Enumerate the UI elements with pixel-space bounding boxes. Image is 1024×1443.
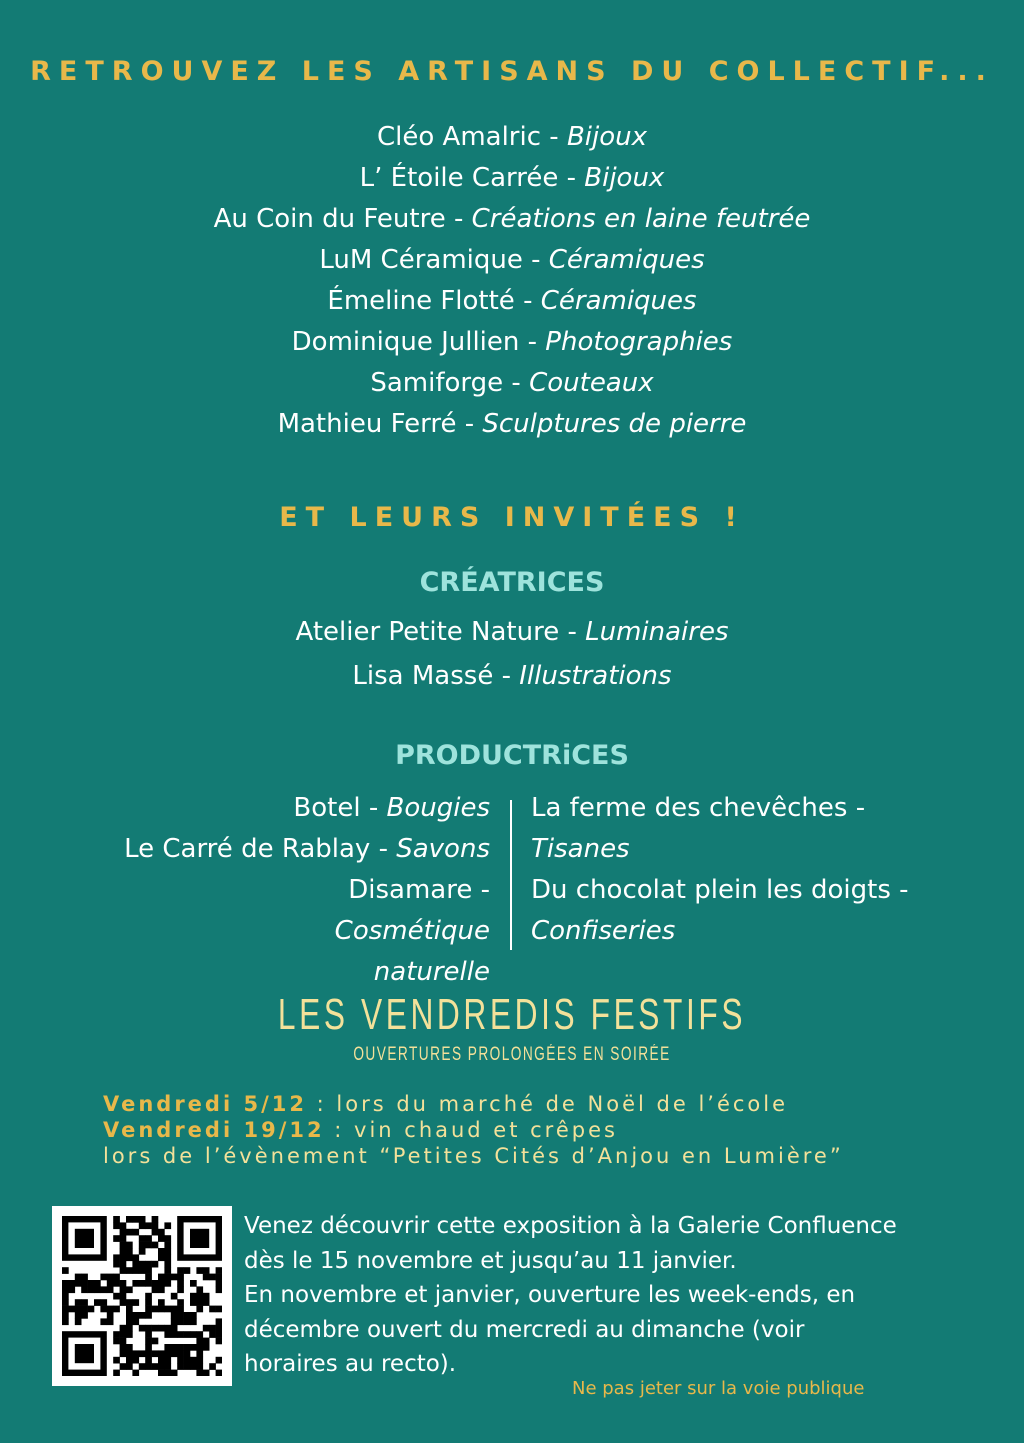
list-item: L’ Étoile Carrée - Bijoux — [359, 163, 665, 193]
column-divider — [510, 800, 512, 950]
productrices-right-column — [531, 788, 991, 952]
item-name: Samiforge — [370, 368, 504, 398]
item-name: Lisa Massé — [352, 661, 494, 691]
item-craft: Céramiques — [548, 245, 705, 275]
page-title: RETROUVEZ LES ARTISANS DU COLLECTIF... — [30, 56, 994, 87]
event-extra: lors de l’évènement “Petites Cités d’Anjou en Lumière” — [103, 1144, 844, 1168]
item-craft: Photographies — [545, 327, 733, 357]
list-item: Atelier Petite Nature - Luminaires — [295, 617, 729, 647]
list-item: Mathieu Ferré - Sculptures de pierre — [277, 409, 747, 439]
item-craft: Couteaux — [529, 368, 654, 398]
event-line: Vendredi 19/12 : vin chaud et crêpes — [103, 1118, 618, 1142]
guests-title: ET LEURS INVITÉES ! — [279, 502, 745, 533]
item-craft: Bijoux — [566, 122, 647, 152]
item-name: Atelier Petite Nature — [295, 617, 560, 647]
item-name: Au Coin du Feutre — [213, 204, 446, 234]
list-item: La ferme des chevêches - Tisanes — [531, 793, 866, 864]
item-craft: Céramiques — [540, 286, 697, 316]
item-craft: Illustrations — [519, 661, 672, 691]
festifs-events — [103, 1091, 844, 1169]
artisans-list — [0, 117, 1024, 445]
qr-code[interactable] — [52, 1206, 232, 1386]
list-item: Cléo Amalric - Bijoux — [376, 122, 647, 152]
item-craft: Luminaires — [585, 617, 729, 647]
list-item: Du chocolat plein les doigts - Confiseries — [531, 875, 909, 946]
info-line: En novembre et janvier, ouverture les week-ends, en — [244, 1282, 856, 1308]
event-line: Vendredi 5/12 : lors du marché de Noël de l’école — [103, 1092, 789, 1116]
item-name: Cléo Amalric — [376, 122, 542, 152]
item-craft: Sculptures de pierre — [482, 409, 747, 439]
info-line: Venez découvrir cette exposition à la Galerie Confluence — [244, 1213, 897, 1239]
footer-note: Ne pas jeter sur la voie publique — [572, 1378, 865, 1399]
list-item: Au Coin du Feutre - Créations en laine feutrée — [213, 204, 811, 234]
productrices-title: PRODUCTRiCES — [395, 740, 629, 771]
info-line: dès le 15 novembre et jusqu’au 11 janvier. — [244, 1247, 737, 1274]
festifs-header — [0, 990, 1024, 1066]
info-text — [244, 1209, 984, 1382]
item-name: L’ Étoile Carrée — [359, 163, 559, 193]
creatrices-list — [0, 610, 1024, 698]
festifs-title: LES VENDREDIS FESTIFS — [277, 990, 747, 1039]
info-line: horaires au recto). — [244, 1351, 457, 1377]
list-item: Disamare - Cosmétique naturelle — [334, 875, 490, 987]
list-item: LuM Céramique - Céramiques — [319, 245, 705, 275]
item-name: Dominique Jullien — [291, 327, 520, 357]
info-line: décembre ouvert du mercredi au dimanche (voir — [244, 1316, 805, 1343]
list-item: Dominique Jullien - Photographies — [291, 327, 733, 357]
item-craft: Bijoux — [584, 163, 665, 193]
list-item: Émeline Flotté - Céramiques — [327, 286, 697, 316]
item-craft: Créations en laine feutrée — [471, 204, 811, 234]
creatrices-title: CRÉATRICES — [419, 567, 605, 598]
list-item: Botel - Bougies — [293, 793, 490, 823]
item-name: Émeline Flotté — [327, 286, 515, 316]
festifs-subtitle: OUVERTURES PROLONGÉES EN SOIRÉE — [353, 1044, 671, 1065]
item-name: LuM Céramique — [319, 245, 523, 275]
item-name: Mathieu Ferré — [277, 409, 457, 439]
list-item: Samiforge - Couteaux — [370, 368, 654, 398]
productrices-left-column — [10, 788, 490, 993]
qr-code-icon — [62, 1216, 222, 1376]
list-item: Lisa Massé - Illustrations — [352, 661, 672, 691]
list-item: Le Carré de Rablay - Savons — [124, 834, 490, 864]
